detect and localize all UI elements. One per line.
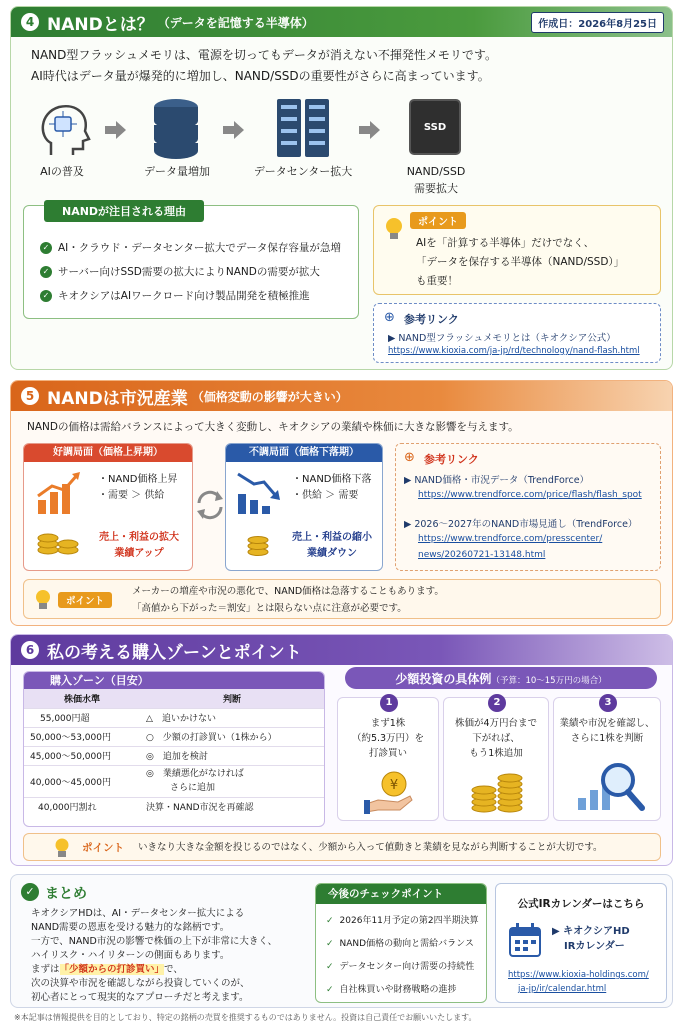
reference-box: [373, 303, 661, 363]
point-box: [373, 205, 661, 295]
ir-url-line[interactable]: https://www.kioxia-holdings.com/: [508, 970, 649, 980]
good-phase-box: [23, 443, 193, 571]
ir-calendar-box: [495, 883, 667, 1003]
point-label: ポイント: [82, 842, 124, 854]
falling-chart-icon: [236, 472, 282, 516]
good-phase-title: 好調局面（価格上昇期）: [24, 444, 192, 462]
judgement-text: 追加を検討: [162, 752, 208, 762]
summary-body: [31, 907, 277, 1005]
checkpoint-item: [326, 979, 479, 1002]
section-market-cycle: [10, 380, 673, 626]
step-number: 1: [380, 694, 398, 712]
reference-url[interactable]: https://www.kioxia.com/ja-jp/rd/technology/nand-flash.html: [388, 346, 640, 356]
section-title: NANDは市況産業: [47, 388, 188, 409]
reasons-title: NANDが注目される理由: [44, 200, 204, 222]
flow-label-line: 需要拡大: [414, 182, 458, 195]
table-row: [24, 797, 324, 816]
flow-label: AIの普及: [40, 165, 84, 178]
point-line: も重要！: [416, 275, 458, 287]
column-header: 判断: [140, 689, 324, 708]
check-icon: ✓: [40, 290, 52, 302]
section-header: [11, 381, 672, 411]
section-summary: [10, 874, 673, 1008]
point-box: [23, 579, 661, 619]
section-buy-zone: [10, 634, 673, 866]
flow-label: データ量増加: [144, 165, 210, 178]
step-number: 2: [488, 694, 506, 712]
ssd-icon: SSD: [409, 99, 461, 155]
section-header: [11, 7, 672, 37]
summary-line: NAND需要の恩恵を受ける魅力的な銘柄です。: [31, 922, 230, 933]
price-cell: 40,000円割れ: [38, 803, 97, 814]
step-card: [337, 697, 439, 821]
bad-phase-result: 売上・利益の縮小: [292, 532, 372, 543]
intro-line: AI時代はデータ量が爆発的に増加し、NAND/SSDの重要性がさらに高まっています。: [31, 69, 490, 83]
summary-text: まずは: [31, 964, 60, 975]
point-line: メーカーの増産や市況の悪化で、NAND価格は急落することもあります。: [132, 586, 444, 597]
step-text: まず1株: [370, 718, 406, 729]
lightbulb-icon: [54, 837, 70, 859]
point-line: 「データを保存する半導体（NAND/SSD）」: [416, 256, 625, 268]
cycle-arrows-icon: [195, 487, 225, 523]
ir-url-line[interactable]: ja-jp/ir/calendar.html: [518, 984, 607, 994]
bad-phase-box: [225, 443, 383, 571]
reference-title: 参考リンク: [404, 313, 459, 326]
summary-line: 次の決算や市況を確認しながら投資していくのが、: [31, 978, 250, 989]
intro-text: [31, 45, 497, 87]
point-label: ポイント: [58, 592, 112, 608]
ir-url[interactable]: [508, 968, 649, 996]
summary-line: ハイリスク・ハイリターンの側面もあります。: [31, 950, 230, 961]
reason-item: [40, 284, 341, 308]
check-icon: ✓: [326, 916, 334, 926]
summary-highlight: 「少額からの打診買い」: [59, 964, 165, 975]
database-icon: [151, 97, 201, 159]
step-card: [553, 697, 661, 821]
judgement-text: 少額の打診買い（1株から）: [162, 733, 277, 743]
judgement-text: 業績悪化がなければ: [162, 769, 244, 779]
summary-text: で、: [164, 964, 183, 975]
bad-phase-result: 業績ダウン: [307, 548, 357, 559]
check-icon: ✓: [40, 242, 52, 254]
step-text: さらに1株を判断: [570, 733, 644, 744]
ai-head-icon: [33, 99, 95, 159]
reason-item: [40, 260, 341, 284]
good-phase-item: ・需要 ＞ 供給: [98, 490, 165, 501]
date-badge: 作成日：2026年8月25日: [531, 12, 664, 33]
section-header: [11, 635, 672, 665]
point-text: いきなり大きな金額を投じるのではなく、少額から入って値動きと業績を見ながら判断することが大切です。: [138, 842, 603, 853]
summary-line: 初心者にとって現実的なアプローチだと考えます。: [31, 992, 249, 1003]
checkpoints-title: 今後のチェックポイント: [316, 884, 486, 904]
flow-label: [391, 163, 481, 197]
buy-zone-title: 購入ゾーン（目安）: [24, 672, 324, 689]
step-text: 株価が4万円台まで: [454, 718, 538, 729]
table-row: [24, 727, 324, 746]
summary-line: キオクシアHDは、AI・データセンター拡大による: [31, 908, 245, 919]
reference-item[interactable]: ▶ NAND価格・市況データ（TrendForce）: [404, 475, 590, 486]
rising-chart-icon: [36, 472, 82, 516]
price-cell: 55,000円超: [24, 708, 140, 727]
section-nand-basics: [10, 6, 673, 370]
section-title: NANDとは？: [47, 14, 154, 35]
checkpoint-text: NAND価格の動向と需給バランス: [339, 939, 474, 949]
check-icon: ✓: [326, 962, 334, 972]
good-phase-result: 売上・利益の拡大: [99, 532, 179, 543]
ir-title: 公式IRカレンダーはこちら: [517, 898, 645, 910]
point-box: [23, 833, 661, 861]
intro-line: NAND型フラッシュメモリは、電源を切ってもデータが消えない不揮発性メモリです。: [31, 48, 497, 62]
check-icon: ✓: [326, 939, 334, 949]
price-cell: 45,000～50,000円: [24, 746, 140, 765]
table-row: [24, 708, 324, 727]
section-number: 4: [21, 13, 39, 31]
section-subtitle: （価格変動の影響が大きい）: [191, 389, 348, 404]
reference-url[interactable]: https://www.trendforce.com/price/flash/flash_spot: [418, 490, 642, 500]
flow-label-line: NAND/SSD: [406, 165, 466, 178]
reason-text: サーバー向けSSD需要の拡大によりNANDの需要が拡大: [58, 266, 320, 278]
zone-table: [24, 689, 324, 816]
globe-icon: ⊕: [404, 450, 415, 465]
calendar-icon: [508, 922, 542, 958]
example-subtitle: （予算：10～15万円の場合）: [491, 676, 607, 686]
price-cell: 50,000～53,000円: [24, 727, 140, 746]
checkpoint-item: [326, 933, 479, 956]
server-rack-icon: [275, 97, 331, 159]
example-title-text: 少額投資の具体例: [395, 672, 492, 686]
checkpoint-item: [326, 956, 479, 979]
good-phase-result: 業績アップ: [114, 548, 164, 559]
step-text: 打診買い: [368, 748, 407, 759]
step-text: 下がれば、: [472, 733, 520, 744]
flow-label: データセンター拡大: [253, 165, 353, 178]
lightbulb-icon: [34, 588, 52, 612]
reason-item: [40, 236, 341, 260]
rating-mark: ◎: [146, 769, 154, 779]
check-icon: ✓: [326, 985, 334, 995]
coins-icon: [36, 524, 80, 556]
summary-title: まとめ: [45, 886, 87, 902]
step-card: [443, 697, 549, 821]
step-text: もう1株追加: [469, 748, 523, 759]
check-circle-icon: ✓: [21, 883, 39, 901]
reason-text: AI・クラウド・データセンター拡大でデータ保存容量が急増: [58, 242, 341, 254]
reference-url[interactable]: news/20260721-13148.html: [418, 550, 546, 560]
checkpoint-text: 自社株買いや財務戦略の進捗: [339, 985, 457, 995]
svg-text:¥: ¥: [389, 778, 399, 793]
reference-item[interactable]: ▶ 2026～2027年のNAND市場見通し（TrendForce）: [404, 519, 638, 530]
globe-icon: ⊕: [384, 310, 395, 325]
ir-link-text[interactable]: IRカレンダー: [564, 941, 625, 952]
reference-url[interactable]: https://www.trendforce.com/presscenter/: [418, 534, 603, 544]
reference-box: [395, 443, 661, 571]
magnifier-chart-icon: [576, 760, 648, 816]
checkpoint-item: [326, 910, 479, 933]
step-number: 3: [599, 694, 617, 712]
reference-title: 参考リンク: [424, 453, 479, 466]
section-number: 6: [21, 641, 39, 659]
table-header-row: [24, 689, 324, 708]
bad-phase-title: 不調局面（価格下落期）: [226, 444, 382, 462]
point-line: 「高値から下がった＝割安」とは限らない点に注意が必要です。: [132, 603, 407, 614]
judgement-text: さらに追加: [170, 783, 216, 793]
step-text: 業績や市況を確認し、: [559, 718, 655, 729]
bad-phase-item: ・供給 ＞ 需要: [292, 490, 359, 501]
check-icon: ✓: [40, 266, 52, 278]
ir-link-text[interactable]: ▶ キオクシアHD: [552, 926, 630, 937]
buy-zone-table: [23, 671, 325, 827]
bad-phase-item: ・NAND価格下落: [292, 474, 372, 485]
step-text: （約5.3万円）を: [351, 733, 425, 744]
checkpoints-box: [315, 883, 487, 1003]
coin-stack-icon: [246, 532, 270, 556]
ir-link[interactable]: [552, 924, 630, 954]
section-subtitle: （データを記憶する半導体）: [157, 15, 314, 30]
judgement-text: 決算・NAND市況を再確認: [146, 803, 254, 814]
price-cell: 40,000～45,000円: [24, 765, 140, 797]
column-header: 株価水準: [24, 689, 140, 708]
judgement-text: 追いかけない: [161, 714, 216, 724]
checkpoint-text: データセンター向け需要の持続性: [339, 962, 475, 972]
example-title: [345, 667, 657, 689]
point-line: AIを「計算する半導体」だけでなく、: [416, 237, 595, 249]
coins-icon: [470, 770, 526, 814]
section-number: 5: [21, 387, 39, 405]
rating-mark: ○: [146, 733, 154, 743]
table-row: [24, 765, 324, 797]
reason-text: キオクシアはAIワークロード向け製品開発を積極推進: [58, 290, 310, 302]
good-phase-item: ・NAND価格上昇: [98, 474, 178, 485]
intro-text: NANDの価格は需給バランスによって大きく変動し、キオクシアの業績や株価に大きな影響を与えます。: [27, 421, 519, 433]
summary-line: 一方で、NAND市況の影響で株価の上下が非常に大きく、: [31, 936, 278, 947]
point-label: ポイント: [410, 212, 466, 229]
hand-coin-icon: [364, 770, 416, 814]
lightbulb-icon: [384, 216, 404, 242]
reference-item[interactable]: ▶ NAND型フラッシュメモリとは（キオクシア公式）: [388, 333, 616, 344]
reasons-box: [23, 205, 359, 319]
disclaimer-footer: ※本記事は情報提供を目的としており、特定の銘柄の売買を推奨するものではありません。投資は自己責任でお願いいたします。: [14, 1013, 477, 1022]
rating-mark: ◎: [146, 752, 154, 762]
section-title: 私の考える購入ゾーンとポイント: [47, 642, 302, 663]
summary-line: [31, 963, 277, 977]
table-row: [24, 746, 324, 765]
checkpoint-text: 2026年11月予定の第2四半期決算: [339, 916, 479, 926]
rating-mark: △: [146, 714, 153, 724]
